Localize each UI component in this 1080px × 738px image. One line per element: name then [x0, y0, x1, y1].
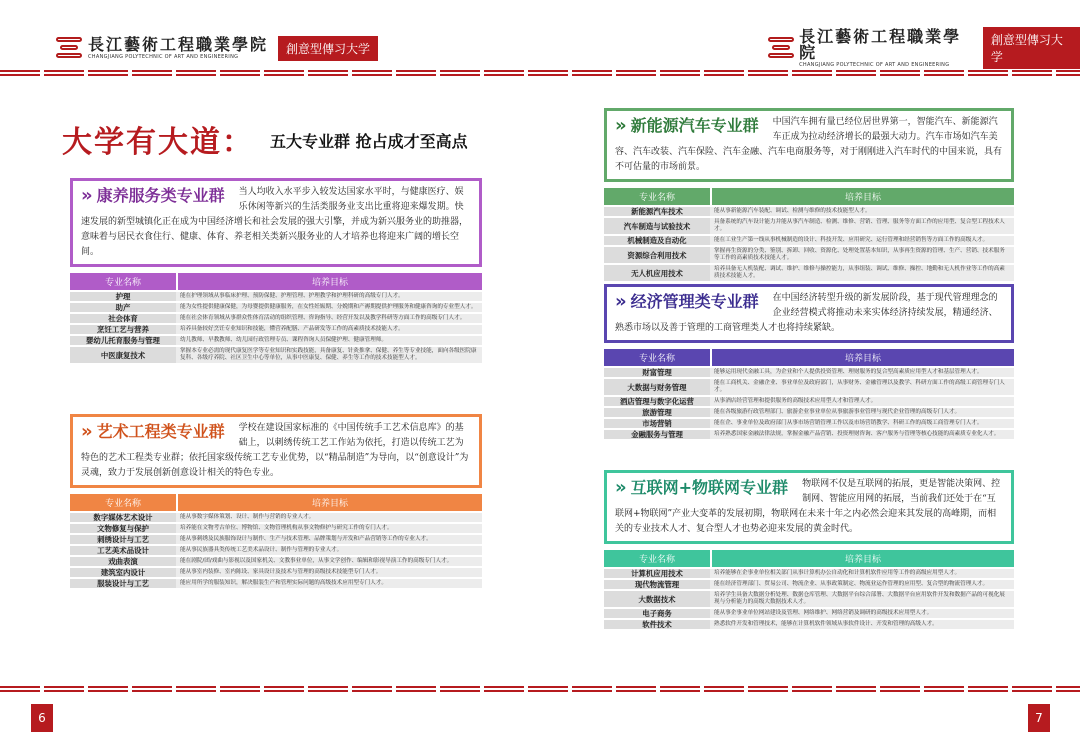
program-target: 能在护理领域从事临床护理、预防保健、护理管理、护理教学和护理科研的高级专门人才。: [176, 292, 482, 301]
section-art-engineering: [70, 414, 482, 590]
slogan-badge: 創意型傳习大学: [278, 36, 378, 61]
table-row: [604, 265, 1014, 281]
program-name: 文物修复与保护: [70, 524, 176, 533]
program-target: 具备系统的汽车设计能力并能从事汽车制造、检测、维修、营销、管理、服务等方面工作的应用型、复合型工程技术人才。: [710, 218, 1014, 234]
program-target: 从事酒店经营管理和提供服务的高级技术应用型人才和管理人才。: [710, 397, 1014, 406]
program-target: 能从事数字媒体策划、设计、制作与营销的专业人才。: [176, 513, 482, 522]
table-row: [70, 336, 482, 345]
table-row: [604, 247, 1014, 263]
section-title-text: 新能源汽车专业群: [630, 116, 759, 135]
column-header-name: 专业名称: [604, 188, 710, 205]
program-table: [604, 347, 1014, 441]
program-table: [70, 492, 482, 590]
table-row: [604, 207, 1014, 216]
program-name: 助产: [70, 303, 176, 312]
column-header-name: 专业名称: [70, 273, 176, 290]
section-header: [604, 284, 1014, 343]
program-target: 能从事室内装修、室内陈设、家具设计及技术与管理的高级技术技能型专门人才。: [176, 568, 482, 577]
program-name: 大数据与财务管理: [604, 379, 710, 395]
program-name: 机械制造及自动化: [604, 236, 710, 245]
school-logo-icon: [768, 37, 793, 59]
school-logo-icon: [56, 37, 82, 59]
program-name: 财富管理: [604, 368, 710, 377]
slogan-badge: 創意型傳习大学: [983, 27, 1080, 69]
program-target: 能从事企事业单位网站建设及管理、网络维护、网络营销及调研的高级技术应用型人才。: [710, 609, 1014, 618]
column-header-target: 培养目标: [176, 494, 482, 511]
section-internet-iot: [604, 470, 1014, 631]
table-row: [604, 591, 1014, 607]
program-target: 培养熟悉国家金融法律法规，掌握金融产品营销、投资理财咨询、客户服务与管理等核心技能的高素质专业化人才。: [710, 430, 1014, 439]
section-title-text: 互联网+物联网专业群: [630, 478, 789, 497]
program-target: 能够运用现代金融工具，为企业和个人提供投资管理、理财服务的复合型高素质应用型人才和基层管理人才。: [710, 368, 1014, 377]
program-name: 电子商务: [604, 609, 710, 618]
section-economic-management: [604, 284, 1014, 441]
program-target: 能从事民族器具类传统工艺美术品设计、制作与管理的专业人才。: [176, 546, 482, 555]
section-header: [70, 178, 482, 267]
program-name: 刺绣设计与工艺: [70, 535, 176, 544]
program-name: 酒店管理与数字化运营: [604, 397, 710, 406]
school-name-cn: 長江藝術工程職業學院: [799, 26, 962, 62]
table-row: [70, 325, 482, 334]
school-name-en: CHANGJIANG POLYTECHNIC OF ART AND ENGINEERING: [88, 53, 239, 60]
column-header-name: 专业名称: [604, 349, 710, 366]
section-header: [70, 414, 482, 488]
section-header: [604, 108, 1014, 182]
program-target: 培养能在文物考古单位、博物馆、文物管理机构从事文物修护与研究工作的专门人才。: [176, 524, 482, 533]
table-row: [604, 408, 1014, 417]
program-name: 中医康复技术: [70, 347, 176, 363]
school-name-cn: 長江藝術工程職業學院: [88, 34, 269, 54]
section-title: [615, 115, 759, 137]
program-target: 能在工商机关、金融企业、事业单位及政府部门，从事财务、金融管理以及教学、科研方面工作的高级工商管理专门人才。: [710, 379, 1014, 395]
table-row: [70, 546, 482, 555]
table-row: [70, 535, 482, 544]
program-name: 戏曲表演: [70, 557, 176, 566]
program-name: 旅游管理: [604, 408, 710, 417]
section-intro: 物联网不仅是互联网的拓展，更是智能决策网、控制网、智能应用网的拓展，当前我们还处于在“互联网+物联网”产业大变革的发展初期，物联网在未来十年之内必然会迎来其发展的高峰期，而相关的专业技术人才、复合型人才也势必迎来发展的黄金时代。: [615, 479, 1001, 534]
program-name: 烹饪工艺与营养: [70, 325, 176, 334]
table-row: [604, 236, 1014, 245]
table-row: [70, 292, 482, 301]
table-row: [604, 580, 1014, 589]
program-target: 培养具备较好烹饪专业知识和技能，懂营养配膳、产品研发等工作的高素质技术技能人才。: [176, 325, 482, 334]
section-intro: 当人均收入水平步入较发达国家水平时，与健康医疗、娱乐休闲等新兴的生活类服务业支出比重将迎来爆发期。快速发展的新型城镇化正在成为中国经济增长和社会发展的强大引擎，并成为新兴服务业的助推器，意味着与居民衣食住行、健康、体育、养老相关类新兴服务业的人才培养也将迎来广阔的增长空间。: [81, 187, 469, 257]
table-row: [604, 419, 1014, 428]
table-row: [604, 379, 1014, 395]
program-name: 新能源汽车技术: [604, 207, 710, 216]
column-header-name: 专业名称: [604, 550, 710, 567]
column-header-target: 培养目标: [710, 550, 1014, 567]
program-target: 能在社会体育领域从事群众性体育活动的组织管理、咨询指导、经营开发以及教学科研等方面工作的高级专门人才。: [176, 314, 482, 323]
program-name: 无人机应用技术: [604, 265, 710, 281]
table-row: [70, 314, 482, 323]
program-name: 社会体育: [70, 314, 176, 323]
section-intro: 学校在建设国家标准的《中国传统手工艺术信息库》的基础上，以刺绣传统工艺工作站为依托，打造以传统工艺为特色的艺术工程类专业群；依托国家级传统工艺专业优势，以“精品制造”为导向，以“创意设计”为灵魂，致力于发展创新创意设计相关的特色专业。: [81, 423, 469, 478]
chevron-right-icon: »: [615, 291, 627, 312]
table-row: [70, 524, 482, 533]
program-name: 婴幼儿托育服务与管理: [70, 336, 176, 345]
program-name: 汽车制造与试验技术: [604, 218, 710, 234]
program-target: 培养具备无人机装配、调试、维护、维修与操控能力，从事组装、调试、维修、操控、地勤和无人机作业等工作的高素质技术技能人才。: [710, 265, 1014, 281]
section-title: [615, 477, 788, 499]
program-target: 能从事新能源汽车装配、调试、检测与维修的技术技能型人才。: [710, 207, 1014, 216]
section-title: [81, 421, 225, 443]
program-table: [604, 186, 1014, 283]
program-target: 熟悉软件开发和管理技术，能够在计算机软件领域从事软件设计、开发和管理的高级人才。: [710, 620, 1014, 629]
table-row: [604, 620, 1014, 629]
program-name: 护理: [70, 292, 176, 301]
program-target: 掌握本专业必需的现代康复医学等专业知识和实践技能，具备康复、针灸推拿、保健、养生等专业技能，面向各级医院康复科、各级疗养院、社区卫生中心等单位，从事中医康复、保健、养生等工作的技术技能型人才。: [176, 347, 482, 363]
table-row: [604, 609, 1014, 618]
column-header-target: 培养目标: [710, 349, 1014, 366]
table-row: [604, 368, 1014, 377]
program-name: 软件技术: [604, 620, 710, 629]
program-target: 能在企、事业单位及政府部门从事市场营销管理工作以及市场营销教学、科研工作的高级工商管理专门人才。: [710, 419, 1014, 428]
bottom-divider-band: [0, 686, 1080, 692]
chevron-right-icon: »: [81, 185, 93, 206]
column-header-target: 培养目标: [176, 273, 482, 290]
chevron-right-icon: »: [81, 421, 93, 442]
table-row: [70, 557, 482, 566]
column-header-target: 培养目标: [710, 188, 1014, 205]
page-number-left: 6: [31, 704, 53, 732]
section-title: [615, 291, 759, 313]
program-target: 能为女性提供健康保健，为母婴提供健康服务，在女性妊娠期、分娩期和产褥期提供护理服务和健康咨询的专业型人才。: [176, 303, 482, 312]
program-target: 能从事刺绣及民族服饰设计与制作、生产与技术管理、品牌策划与开发和产品营销等工作的专业人才。: [176, 535, 482, 544]
program-target: 能在经济管理部门、贸易公司、物流企业、从事政策制定、物流业运作管理的应用型、复合型的物流管理人才。: [710, 580, 1014, 589]
section-header: [604, 470, 1014, 544]
table-row: [70, 579, 482, 588]
program-name: 建筑室内设计: [70, 568, 176, 577]
column-header-name: 专业名称: [70, 494, 176, 511]
table-row: [70, 303, 482, 312]
table-row: [70, 513, 482, 522]
top-divider-band: [0, 70, 1080, 76]
program-name: 现代物流管理: [604, 580, 710, 589]
table-row: [70, 347, 482, 363]
program-name: 数字媒体艺术设计: [70, 513, 176, 522]
program-name: 金融服务与管理: [604, 430, 710, 439]
program-target: 培养能够在企事业单位相关部门从事计算机办公自动化和计算机软件应用等工作的高级应用型人才。: [710, 569, 1014, 578]
page-number-right: 7: [1028, 704, 1050, 732]
program-table: [604, 548, 1014, 631]
section-intro: 在中国经济转型升级的新发展阶段，基于现代管理理念的企业经营模式将推动未来实体经济持续发展，精通经济、熟悉市场以及善于管理的工商管理类人才也将持续紧缺。: [615, 293, 998, 333]
program-target: 能在各级旅游行政管理部门、旅游企业事业单位从事旅游事业管理与现代企业管理的高级专门人才。: [710, 408, 1014, 417]
header-right: [768, 26, 1080, 68]
page-title: 大学有大道：: [62, 125, 254, 160]
table-row: [604, 397, 1014, 406]
table-row: [604, 430, 1014, 439]
program-target: 能在剧院/团/戏曲与影视以及国家机关、文教事业单位，从事文学创作、编辑和影视导演工作的高级专门人才。: [176, 557, 482, 566]
section-title: [81, 185, 225, 207]
page-subtitle: 五大专业群 抢占成才至高点: [270, 132, 468, 151]
section-title-text: 经济管理类专业群: [630, 292, 759, 311]
table-row: [604, 569, 1014, 578]
program-name: 计算机应用技术: [604, 569, 710, 578]
program-name: 资源综合利用技术: [604, 247, 710, 263]
program-name: 大数据技术: [604, 591, 710, 607]
program-name: 市场营销: [604, 419, 710, 428]
program-name: 服装设计与工艺: [70, 579, 176, 588]
program-name: 工艺美术品设计: [70, 546, 176, 555]
section-new-energy-auto: [604, 108, 1014, 283]
section-intro: 中国汽车拥有量已经位居世界第一，智能汽车、新能源汽车正成为拉动经济增长的最强大动力。汽车市场如汽车美容、汽车改装、汽车保险、汽车金融、汽车电商服务等，对于刚刚进入汽车时代的中国来说，具有不可估量的市场前景。: [615, 117, 1003, 172]
table-row: [604, 218, 1014, 234]
program-target: 掌握再生资源的分类、鉴别、拆卸、回收、资源化、处理处置基本知识，从事再生资源的管理、生产、营销、技术服务等工作的高素质技术技能人才。: [710, 247, 1014, 263]
section-health-services: [70, 178, 482, 365]
chevron-right-icon: »: [615, 115, 627, 136]
chevron-right-icon: »: [615, 477, 627, 498]
program-target: 幼儿教师、早教教师、幼儿园行政管理专员、课程咨询人员保健护理、健康管理师。: [176, 336, 482, 345]
program-table: [70, 271, 482, 365]
section-title-text: 艺术工程类专业群: [96, 422, 225, 441]
program-target: 能应用所学的服装知识，解决服装生产和管理实际问题的高级技术应用型专门人才。: [176, 579, 482, 588]
program-target: 能在工业生产第一线从事机械制造的设计、科技开发、应用研究、运行管理和经营销售等方面工作的高级人才。: [710, 236, 1014, 245]
header-left: [56, 30, 378, 66]
section-title-text: 康养服务类专业群: [96, 186, 225, 205]
program-target: 培养学生具备大数据分析处理、数据仓库管理、大数据平台综合部署、大数据平台应用软件开发和数据产品的可视化展现与分析能力的高级大数据技术人才。: [710, 591, 1014, 607]
school-name-en: CHANGJIANG POLYTECHNIC OF ART AND ENGINEERING: [799, 61, 950, 68]
table-row: [70, 568, 482, 577]
